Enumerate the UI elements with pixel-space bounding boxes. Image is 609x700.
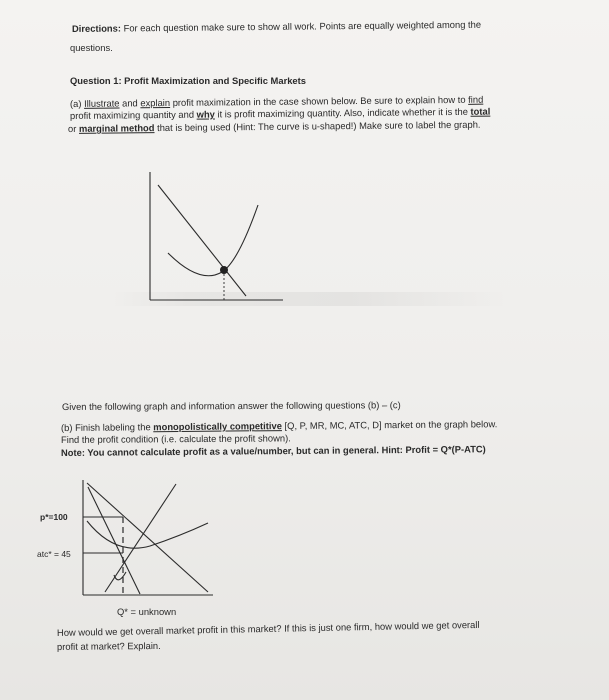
directions-text: For each question make sure to show all work. Points are equally weighted among the	[120, 18, 482, 34]
question-c-line-1: How would we get overall market profit in this market? If this is just one firm, how would we get overall	[56, 618, 480, 638]
question-b-rest: [Q, P, MR, MC, ATC, D] market on the graph below.	[281, 418, 498, 432]
p-star-label: p*=100	[40, 512, 68, 522]
question-c-line-2: profit at market? Explain.	[56, 639, 161, 652]
monopolistically-competitive-word: monopolistically competitive	[153, 420, 282, 433]
question-a-line2-post: it is profit maximizing quantity. Also, indicate whether it is the	[214, 105, 471, 120]
explain-word: explain	[140, 96, 171, 109]
given-instructions: Given the following graph and information answer the following questions (b) – (c)	[61, 399, 401, 412]
question-a-rest: profit maximization in the case shown below. Be sure to explain how to	[170, 93, 469, 108]
directions-text-2: questions.	[70, 42, 113, 53]
question-a-prefix: (a)	[69, 97, 85, 109]
question-a-line2-pre: profit maximizing quantity and	[69, 108, 197, 121]
or-word: or	[67, 122, 80, 134]
question-b-prefix: (b) Finish labeling the	[60, 421, 154, 433]
find-word: find	[468, 93, 484, 105]
question-a-line3-post: that is being used (Hint: The curve is u-shaped!) Make sure to label the graph.	[154, 118, 481, 134]
atc-star-label: atc* = 45	[37, 549, 71, 559]
question-b-note: Note: You cannot calculate profit as a value/number, but can in general. Hint: Profit = Q*(P-ATC)	[60, 443, 486, 458]
marginal-method-word: marginal method	[78, 122, 155, 134]
question-1-title: Question 1: Profit Maximization and Specific Markets	[70, 75, 306, 86]
graph-2-atc-curve	[87, 521, 208, 548]
q-star-label: Q* = unknown	[117, 606, 177, 617]
illustrate-word: Illustrate	[83, 97, 120, 109]
directions-label: Directions:	[71, 22, 122, 34]
total-word: total	[470, 105, 491, 117]
and-word: and	[119, 97, 141, 109]
question-b-line-2: Find the profit condition (i.e. calculate the profit shown).	[60, 432, 291, 445]
why-word: why	[196, 108, 215, 120]
graph-2-mc-line	[105, 484, 176, 592]
graph-2-demand-line	[87, 483, 208, 592]
